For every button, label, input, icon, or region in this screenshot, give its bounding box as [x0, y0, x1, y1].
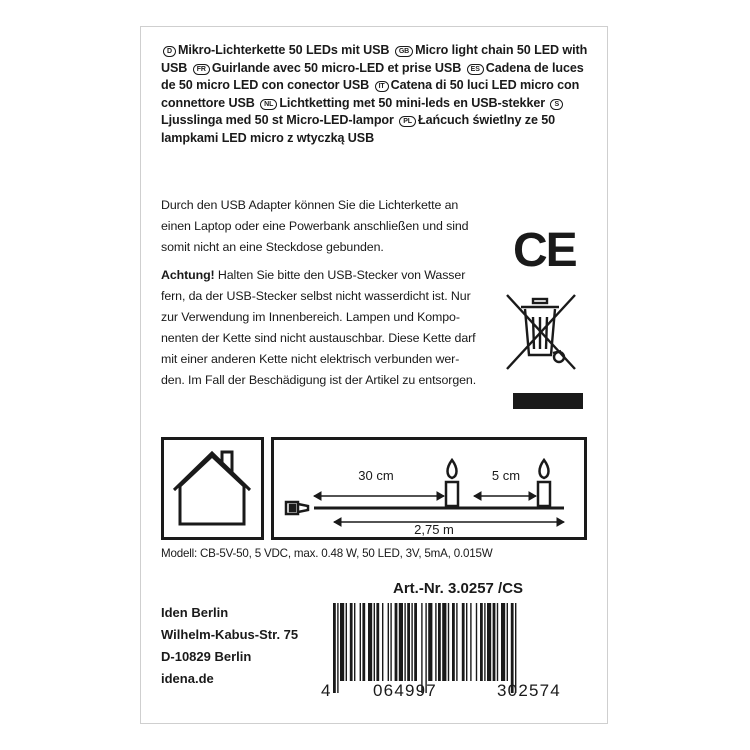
barcode-bar	[368, 603, 372, 681]
barcode-bar	[340, 603, 344, 681]
barcode-bar	[382, 603, 383, 681]
barcode-bar	[487, 603, 491, 681]
country-code-es: ES	[467, 64, 484, 75]
warning-line: nenten der Kette sind nicht austauschbar. Diese Kette darf	[161, 331, 476, 345]
barcode-bar	[407, 603, 410, 681]
warning-label: Achtung!	[161, 268, 215, 282]
description-paragraph	[161, 195, 501, 258]
barcode-bar	[346, 603, 347, 681]
led-spacing-label: 5 cm	[491, 468, 521, 483]
led-bulb-icon	[446, 460, 458, 506]
street: Wilhelm-Kabus-Str. 75	[161, 627, 299, 642]
led-bulb-icon	[538, 460, 550, 506]
country-code-d: D	[163, 46, 176, 57]
barcode-bar	[470, 603, 471, 681]
barcode-bar	[399, 603, 403, 681]
website: idena.de	[161, 671, 214, 686]
description-line: somit nicht an eine Steckdose gebunden.	[161, 240, 384, 254]
barcode-bar	[462, 603, 465, 681]
barcode-icon	[331, 603, 589, 693]
barcode-bar	[404, 603, 405, 681]
barcode-bar	[484, 603, 485, 681]
indoor-use-box	[161, 437, 264, 540]
barcode-bar	[456, 603, 457, 681]
ean-left-group: 064997	[373, 681, 437, 700]
barcode-bar	[466, 603, 467, 681]
barcode-bar	[425, 603, 426, 693]
barcode-bar	[337, 603, 338, 693]
chain-diagram-graphic	[274, 440, 584, 537]
title-de: Mikro-Lichterkette 50 LEDs mit USB	[177, 43, 390, 57]
barcode-bar	[362, 603, 365, 681]
barcode-bar	[435, 603, 436, 681]
title-pl: Łańcuch świetlny ze 50 lampkami LED micro z wtyczką USB	[161, 113, 556, 145]
barcode-bar	[428, 603, 432, 681]
warning-paragraph	[161, 265, 501, 391]
description-line: einen Laptop oder eine Powerbank anschließen und sind	[161, 219, 469, 233]
warning-line: Halten Sie bitte den USB-Stecker von Wasser	[214, 268, 466, 282]
country-code-nl: NL	[260, 99, 277, 110]
company-name: Iden Berlin	[161, 605, 229, 620]
barcode-bar	[497, 603, 498, 681]
ean-first-digit: 4	[321, 681, 332, 700]
title-s: Ljusslinga med 50 st Micro-LED-lampor	[161, 113, 394, 128]
manufacturer-address	[161, 602, 298, 690]
usb-plug-icon	[286, 502, 308, 514]
title-nl: Lichtketting met 50 mini-leds en USB-stekker	[279, 95, 546, 110]
multilingual-title	[161, 42, 589, 148]
warning-line: den. Im Fall der Beschädigung ist der Artikel zu entsorgen.	[161, 373, 477, 387]
barcode-bar	[421, 603, 422, 693]
description-line: Durch den USB Adapter können Sie die Lichterkette an	[161, 198, 459, 212]
ean-right-group: 302574	[497, 681, 561, 700]
barcode-bar	[333, 603, 336, 693]
ean-digits	[321, 681, 591, 701]
ce-mark-icon: CE	[513, 224, 576, 277]
chain-length-diagram	[271, 437, 587, 540]
country-code-it: IT	[375, 81, 389, 92]
house-icon	[164, 440, 261, 537]
barcode-bar	[395, 603, 398, 681]
country-code-fr: FR	[193, 64, 210, 75]
total-length-label: 2,75 m	[414, 522, 454, 537]
lead-length-label: 30 cm	[358, 468, 394, 483]
barcode-bar	[507, 603, 508, 681]
barcode-bar	[388, 603, 389, 681]
barcode-bar	[376, 603, 379, 681]
barcode-bar	[448, 603, 449, 681]
barcode-bar	[354, 603, 355, 681]
barcode-bar	[476, 603, 477, 681]
barcode-bar	[501, 603, 505, 681]
warning-line: mit einer anderen Kette nicht elektrisch verbunden wer-	[161, 352, 460, 366]
weee-underline-bar	[513, 393, 583, 409]
product-label	[140, 26, 608, 724]
title-gb: Micro light chain 50 LED with USB	[161, 43, 588, 75]
barcode-bar	[350, 603, 353, 681]
barcode-bar	[360, 603, 361, 681]
weee-bin-icon	[503, 293, 587, 373]
warning-line: fern, da der USB-Stecker selbst nicht wasserdicht ist. Nur	[161, 289, 471, 303]
barcode-bar	[452, 603, 455, 681]
barcode-bar	[442, 603, 446, 681]
barcode-bar	[411, 603, 412, 681]
barcode-bar	[515, 603, 516, 693]
barcode-bar	[511, 603, 514, 693]
barcode-bar	[480, 603, 483, 681]
barcode-bar	[493, 603, 496, 681]
title-fr: Guirlande avec 50 micro-LED et prise USB	[211, 60, 462, 75]
country-code-gb: GB	[395, 46, 413, 57]
country-code-s: S	[550, 99, 563, 110]
country-code-pl: PL	[399, 116, 416, 127]
title-es: Cadena de luces de 50 micro LED con conector USB	[161, 60, 584, 93]
barcode-bar	[438, 603, 441, 681]
article-number: Art.-Nr. 3.0257 /CS	[393, 580, 524, 597]
warning-line: zur Verwendung im Innenbereich. Lampen und Kompo-	[161, 310, 460, 324]
city: D-10829 Berlin	[161, 649, 252, 664]
barcode-bar	[390, 603, 391, 681]
title-it: Catena di 50 luci LED micro con connettore USB	[161, 78, 580, 110]
model-specs: Modell: CB-5V-50, 5 VDC, max. 0.48 W, 50 LED, 3V, 5mA, 0.015W	[161, 547, 493, 560]
barcode-bar	[414, 603, 417, 681]
barcode-bar	[374, 603, 375, 681]
